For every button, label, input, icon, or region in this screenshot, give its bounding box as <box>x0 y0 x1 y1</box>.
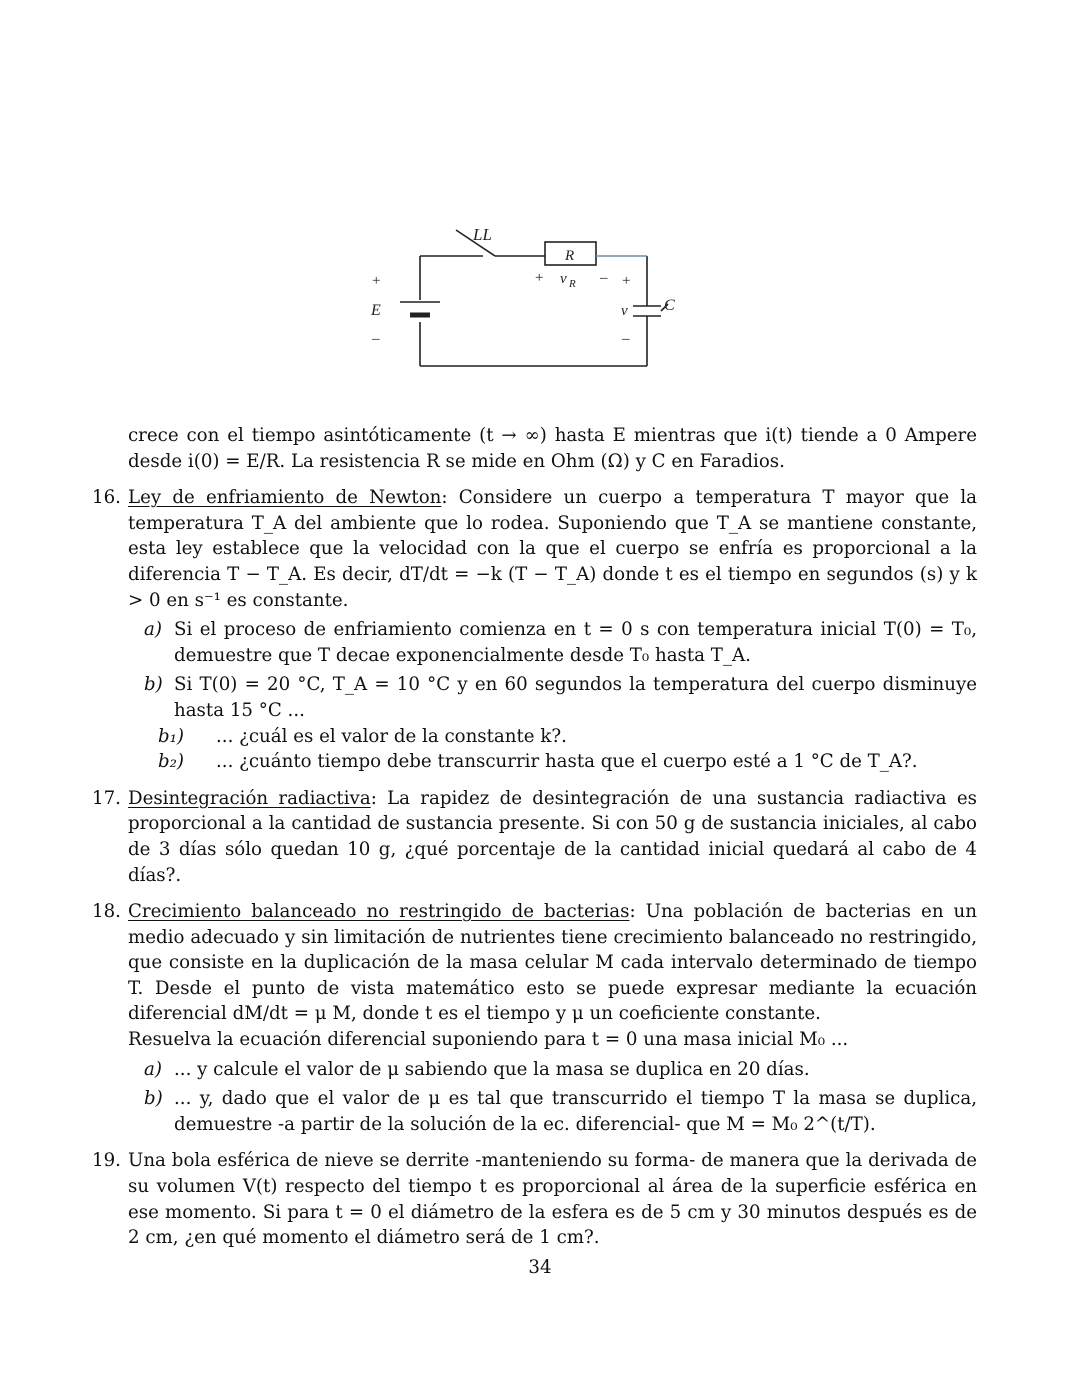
problem-title: Crecimiento balanceado no restringido de bacterias <box>128 901 630 923</box>
part-b1: b₁) ... ¿cuál es el valor de la constante k?. <box>158 725 567 747</box>
cap-voltage-label: v <box>621 303 628 319</box>
part-b: b) ... y, dado que el valor de μ es tal que transcurrido el tiempo T la masa se duplica, demuestre -a partir de la solución de la ec. diferencial- que M = M₀ 2^(t/T). <box>144 1088 977 1135</box>
resistor-voltage-sub: R <box>569 278 576 290</box>
problem-16 <box>92 485 977 775</box>
cap-plus: + <box>622 273 631 289</box>
page-number: 34 <box>528 1257 552 1278</box>
problem-text: : La rapidez de desintegración de una sustancia radiactiva es proporcional a la cantidad de sustancia presente. Si con 50 g de sustancia iniciales, al cabo de 3 días sólo quedan 10 g, ¿qué porcentaje de la cantidad inicial quedará al cabo de 4 días?. <box>128 787 977 886</box>
problem-title: Desintegración radiactiva <box>128 787 371 809</box>
problem-text: Una bola esférica de nieve se derrite -manteniendo su forma- de manera que la derivada de su volumen V(t) respecto del tiempo t es proporcional al área de la superficie esférica en ese momento. Si para t = 0 el diámetro de la esfera es de 5 cm y 30 minutos después es de 2 cm, ¿en qué momento el diámetro será de 1 cm?. <box>128 1150 977 1249</box>
rc-circuit-diagram <box>360 222 680 370</box>
problem-number: 16. <box>92 487 121 509</box>
resistor-voltage-label: v <box>560 271 567 287</box>
problem-text: : Una población de bacterias en un medio adecuado y sin limitación de nutrientes tiene crecimiento balanceado no restringido, que consiste en la duplicación de la masa celular M cada intervalo determinado de tiempo T. Desde el punto de vista matemático esto se puede expresar mediante la ecuación diferencial dM/dt = μ M, donde t es el tiempo y μ un coeficiente constante. <box>128 901 977 1025</box>
content <box>92 423 977 1251</box>
source-plus: + <box>372 273 381 289</box>
cap-minus: – <box>622 331 630 347</box>
source-label: E <box>371 302 381 319</box>
problem-number: 19. <box>92 1150 121 1172</box>
cap-label: C <box>664 297 675 314</box>
part-a: a) ... y calcule el valor de μ sabiendo que la masa se duplica en 20 días. <box>144 1058 810 1080</box>
resistor-plus: + <box>535 270 544 286</box>
problem-number: 17. <box>92 787 121 809</box>
part-b2: b₂) ... ¿cuánto tiempo debe transcurrir hasta que el cuerpo esté a 1 °C de T_A?. <box>158 751 918 773</box>
intro-paragraph: crece con el tiempo asintóticamente (t → ∞) hasta E mientras que i(t) tiende a 0 Ampere desde i(0) = E/R. La resistencia R se mide en Ohm (Ω) y C en Faradios. <box>128 425 977 472</box>
switch-label: LL <box>473 225 492 244</box>
source-minus: – <box>372 331 380 347</box>
problem-19 <box>92 1148 977 1250</box>
problem-number: 18. <box>92 901 121 923</box>
resistor-minus: – <box>600 270 608 286</box>
problem-text-2: Resuelva la ecuación diferencial suponiendo para t = 0 una masa inicial M₀ ... <box>128 1029 849 1051</box>
part-b: b) Si T(0) = 20 °C, T_A = 10 °C y en 60 segundos la temperatura del cuerpo disminuye hasta 15 °C ... <box>144 674 977 721</box>
problem-17 <box>92 786 977 888</box>
problem-title: Ley de enfriamiento de Newton <box>128 487 442 509</box>
problem-text: : Considere un cuerpo a temperatura T mayor que la temperatura T_A del ambiente que lo rodea. Suponiendo que T_A se mantiene constante, esta ley establece que la velocidad con la que el cuerpo se enfría es proporcional a la diferencia T − T_A. Es decir, dT/dt = −k (T − T_A) donde t es el tiempo en segundos (s) y k > 0 en s⁻¹ es constante. <box>128 487 977 611</box>
resistor-label: R <box>565 248 575 264</box>
part-a: a) Si el proceso de enfriamiento comienza en t = 0 s con temperatura inicial T(0) = T₀, demuestre que T decae exponencialmente desde T₀ hasta T_A. <box>144 619 977 666</box>
problem-18 <box>92 899 977 1137</box>
